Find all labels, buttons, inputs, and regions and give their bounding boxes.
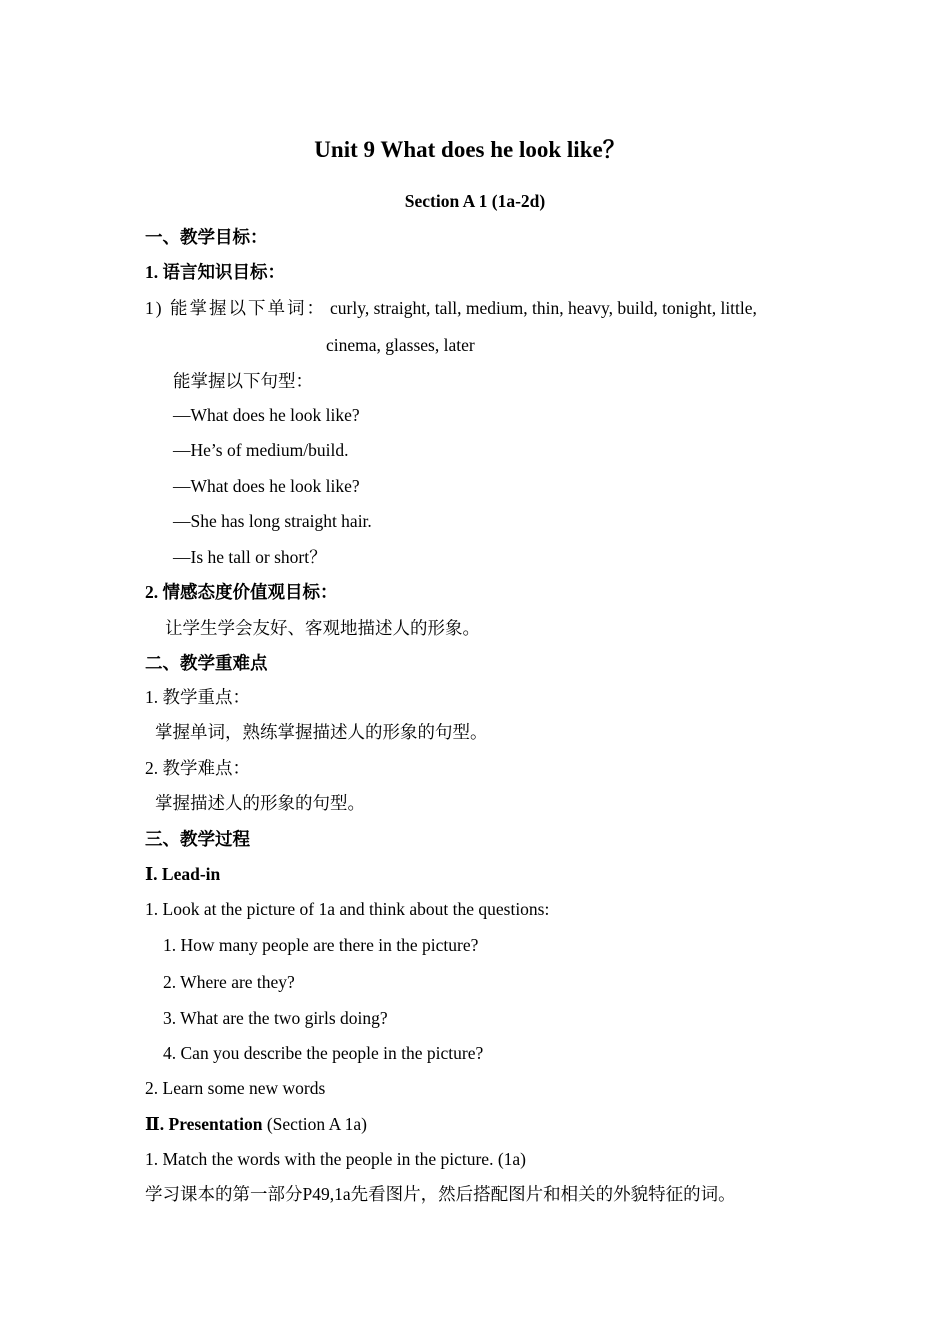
presentation-step-1-chinese: 学习课本的第一部分P49,1a先看图片，然后搭配图片和相关的外貌特征的词。	[145, 1184, 736, 1204]
pattern-line: —What does he look like?	[173, 405, 360, 425]
pattern-line: —She has long straight hair.	[173, 511, 372, 531]
presentation-note: (Section A 1a)	[262, 1114, 367, 1134]
heading-key-points: 二、教学重难点	[145, 653, 268, 673]
key-point-text: 掌握单词，熟练掌握描述人的形象的句型。	[155, 722, 488, 742]
page-title: Unit 9 What does he look like？	[314, 137, 626, 162]
heading-presentation: Ⅱ. Presentation	[145, 1114, 263, 1134]
pattern-line: —What does he look like?	[173, 476, 360, 496]
difficulty-label: 2. 教学难点：	[145, 758, 250, 778]
heading-emotion-objectives: 2. 情感态度价值观目标：	[145, 582, 338, 602]
vocab-line-2: cinema, glasses, later	[326, 335, 475, 355]
question-item: 2. Where are they?	[163, 972, 295, 992]
heading-lead-in: Ⅰ. Lead-in	[145, 864, 221, 884]
vocab-label: 1) 能掌握以下单词：	[145, 298, 326, 318]
presentation-step-1: 1. Match the words with the people in the picture. (1a)	[145, 1149, 527, 1169]
section-subtitle: Section A 1 (1a-2d)	[404, 191, 546, 211]
lead-in-step-2: 2. Learn some new words	[145, 1078, 326, 1098]
difficulty-text: 掌握描述人的形象的句型。	[155, 793, 365, 813]
heading-language-objectives: 1. 语言知识目标：	[145, 262, 285, 282]
question-item: 4. Can you describe the people in the picture?	[163, 1043, 484, 1063]
question-item: 3. What are the two girls doing?	[163, 1008, 388, 1028]
patterns-label: 能掌握以下句型：	[173, 371, 313, 391]
emotion-objective-text: 让学生学会友好、客观地描述人的形象。	[165, 618, 480, 638]
pattern-line: —He’s of medium/build.	[173, 440, 349, 460]
heading-teaching-process: 三、教学过程	[145, 829, 250, 849]
key-point-label: 1. 教学重点：	[145, 687, 250, 707]
vocab-line-1: curly, straight, tall, medium, thin, heavy, build, tonight, little,	[330, 298, 757, 318]
heading-objectives: 一、教学目标：	[145, 227, 268, 247]
lead-in-step-1: 1. Look at the picture of 1a and think about the questions:	[145, 899, 550, 919]
presentation-heading-line	[145, 1113, 367, 1135]
pattern-line: —Is he tall or short？	[173, 547, 327, 567]
question-item: 1. How many people are there in the picture?	[163, 935, 479, 955]
